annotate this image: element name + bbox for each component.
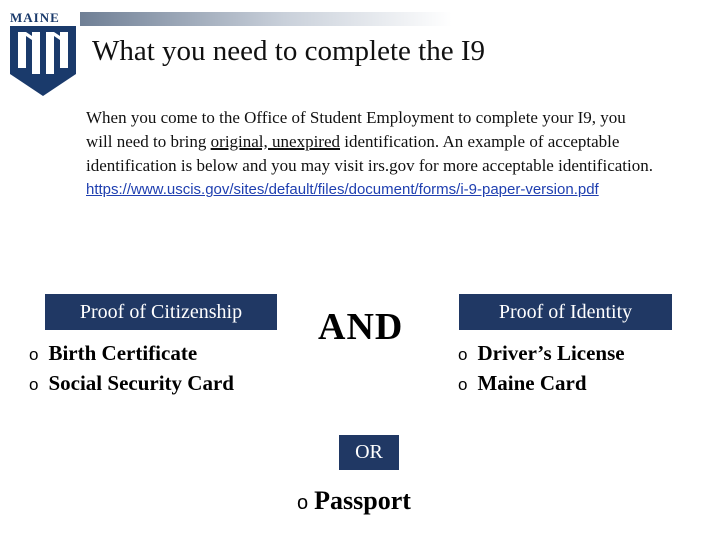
maine-logo — [10, 10, 76, 96]
list-item-label: Driver’s License — [477, 341, 625, 365]
header-gradient-bar — [80, 12, 452, 26]
bullet-marker: o — [297, 492, 309, 514]
identity-list — [458, 339, 625, 399]
list-item-label: Maine Card — [477, 371, 587, 395]
list-item — [29, 369, 234, 399]
passport-label: Passport — [314, 486, 411, 515]
maine-shield-logo-icon — [10, 10, 76, 96]
citizenship-heading: Proof of Citizenship — [45, 294, 277, 330]
intro-underlined: original, unexpired — [210, 132, 341, 151]
or-label: OR — [339, 435, 399, 470]
page-title: What you need to complete the I9 — [92, 35, 485, 67]
i9-form-link[interactable]: https://www.uscis.gov/sites/default/files/document/forms/i-9-paper-version.pdf — [86, 181, 599, 198]
intro-paragraph — [86, 106, 656, 202]
citizenship-list — [29, 339, 234, 399]
list-item-label: Birth Certificate — [48, 341, 198, 365]
passport-item — [297, 486, 411, 516]
and-label: AND — [318, 306, 404, 348]
intro-text-2: identification. An example of acceptable identification is below and you may visit irs.gov for more acceptable identification. — [86, 132, 653, 175]
identity-heading: Proof of Identity — [459, 294, 672, 330]
list-item — [458, 369, 625, 399]
logo-wordmark: MAINE — [10, 10, 60, 25]
bullet-marker: o — [458, 375, 468, 394]
bullet-marker: o — [29, 375, 39, 394]
list-item — [458, 339, 625, 369]
list-item-label: Social Security Card — [48, 371, 234, 395]
list-item — [29, 339, 234, 369]
intro-text-1: When you come to the Office of Student Employment to complete your I9, you will need to bring — [86, 108, 626, 151]
bullet-marker: o — [29, 345, 39, 364]
bullet-marker: o — [458, 345, 468, 364]
